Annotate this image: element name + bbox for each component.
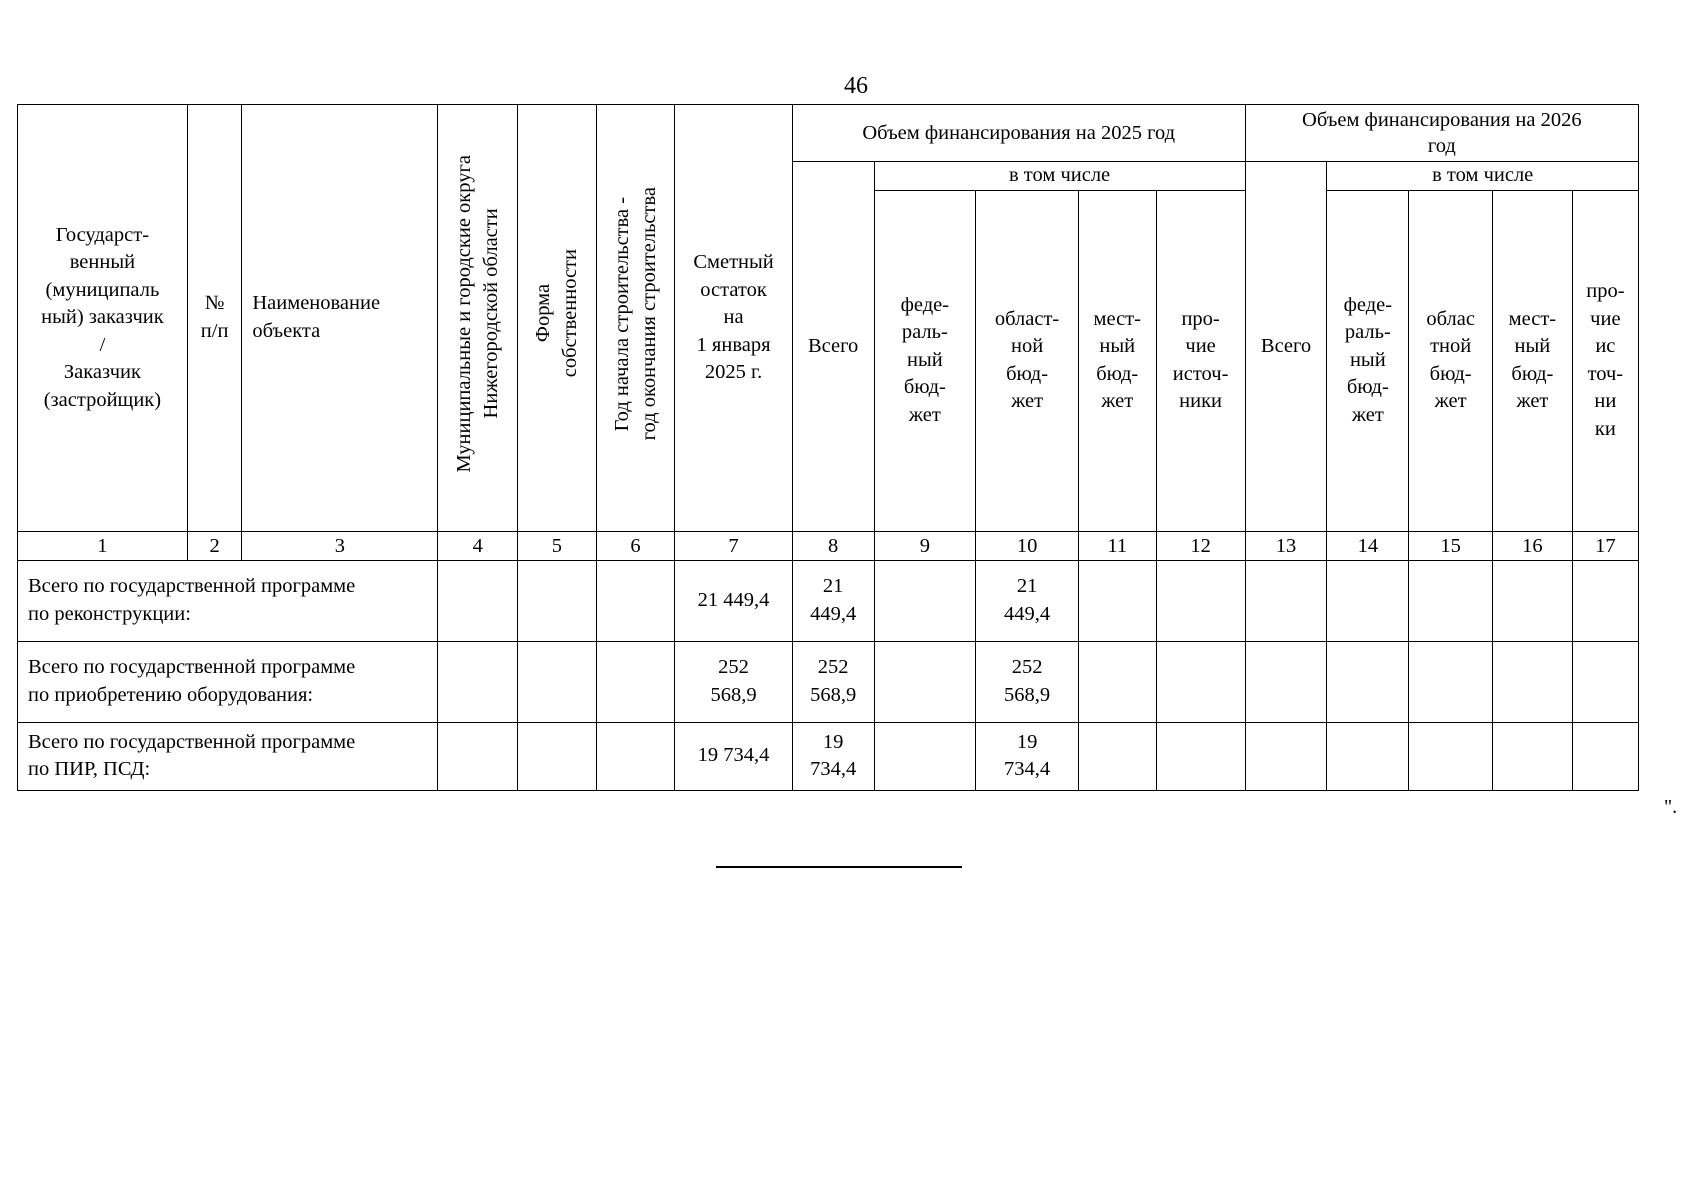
- cell-2025-regional: 252 568,9: [976, 641, 1079, 722]
- cell-estimate: 21 449,4: [675, 560, 792, 641]
- header-2026-including: в том числе: [1327, 162, 1639, 191]
- column-number: 15: [1409, 531, 1493, 560]
- header-customer: Государст- венный (муниципаль ный) заказчик / Заказчик (застройщик): [18, 105, 188, 532]
- cell-2025-total: 252 568,9: [792, 641, 874, 722]
- header-2026-total: Всего: [1245, 162, 1327, 532]
- cell-2025-regional: 19 734,4: [976, 722, 1079, 790]
- header-2026-other: про- чие ис точ- ни ки: [1572, 190, 1638, 531]
- column-number: 4: [438, 531, 518, 560]
- header-group-2025: Объем финансирования на 2025 год: [792, 105, 1245, 162]
- column-number: 16: [1493, 531, 1573, 560]
- row-label: Всего по государственной программе по реконструкции:: [18, 560, 438, 641]
- column-number: 17: [1572, 531, 1638, 560]
- table-row: [18, 722, 1639, 790]
- column-number: 12: [1156, 531, 1245, 560]
- cell-estimate: 252 568,9: [675, 641, 792, 722]
- header-municipalities: Муниципальные и городские округа Нижегородской области: [438, 105, 518, 532]
- column-numbers-row: [18, 531, 1639, 560]
- cell-estimate: 19 734,4: [675, 722, 792, 790]
- column-number: 8: [792, 531, 874, 560]
- header-2025-federal: феде- раль- ный бюд- жет: [874, 190, 976, 531]
- footer-rule: [716, 866, 962, 868]
- column-number: 13: [1245, 531, 1327, 560]
- table-row: [18, 641, 1639, 722]
- row-label: Всего по государственной программе по приобретению оборудования:: [18, 641, 438, 722]
- header-estimate-remainder: Сметный остаток на 1 января 2025 г.: [675, 105, 792, 532]
- column-number: 6: [596, 531, 675, 560]
- header-construction-years: Год начала строительства - год окончания строительства: [596, 105, 675, 532]
- header-2025-regional: област- ной бюд- жет: [976, 190, 1079, 531]
- financing-table: [17, 104, 1639, 791]
- column-number: 11: [1078, 531, 1156, 560]
- column-number: 14: [1327, 531, 1409, 560]
- row-label: Всего по государственной программе по ПИР, ПСД:: [18, 722, 438, 790]
- cell-2025-regional: 21 449,4: [976, 560, 1079, 641]
- header-object-name: Наименование объекта: [242, 105, 438, 532]
- column-number: 3: [242, 531, 438, 560]
- page-number: 46: [844, 73, 868, 99]
- header-2025-local: мест- ный бюд- жет: [1078, 190, 1156, 531]
- cell-2025-total: 19 734,4: [792, 722, 874, 790]
- header-2025-other: про- чие источ- ники: [1156, 190, 1245, 531]
- column-number: 9: [874, 531, 976, 560]
- closing-quote: ".: [1664, 796, 1678, 818]
- header-ownership: Форма собственности: [518, 105, 597, 532]
- header-number: № п/п: [187, 105, 242, 532]
- table-row: [18, 560, 1639, 641]
- header-2025-total: Всего: [792, 162, 874, 532]
- header-group-2026: Объем финансирования на 2026 год: [1245, 105, 1638, 162]
- header-2026-regional: облас тной бюд- жет: [1409, 190, 1493, 531]
- column-number: 5: [518, 531, 597, 560]
- header-2025-including: в том числе: [874, 162, 1245, 191]
- column-number: 7: [675, 531, 792, 560]
- header-2026-federal: феде- раль- ный бюд- жет: [1327, 190, 1409, 531]
- header-2026-local: мест- ный бюд- жет: [1493, 190, 1573, 531]
- column-number: 1: [18, 531, 188, 560]
- column-number: 2: [187, 531, 242, 560]
- header-row-top: [18, 105, 1639, 162]
- column-number: 10: [976, 531, 1079, 560]
- cell-2025-total: 21 449,4: [792, 560, 874, 641]
